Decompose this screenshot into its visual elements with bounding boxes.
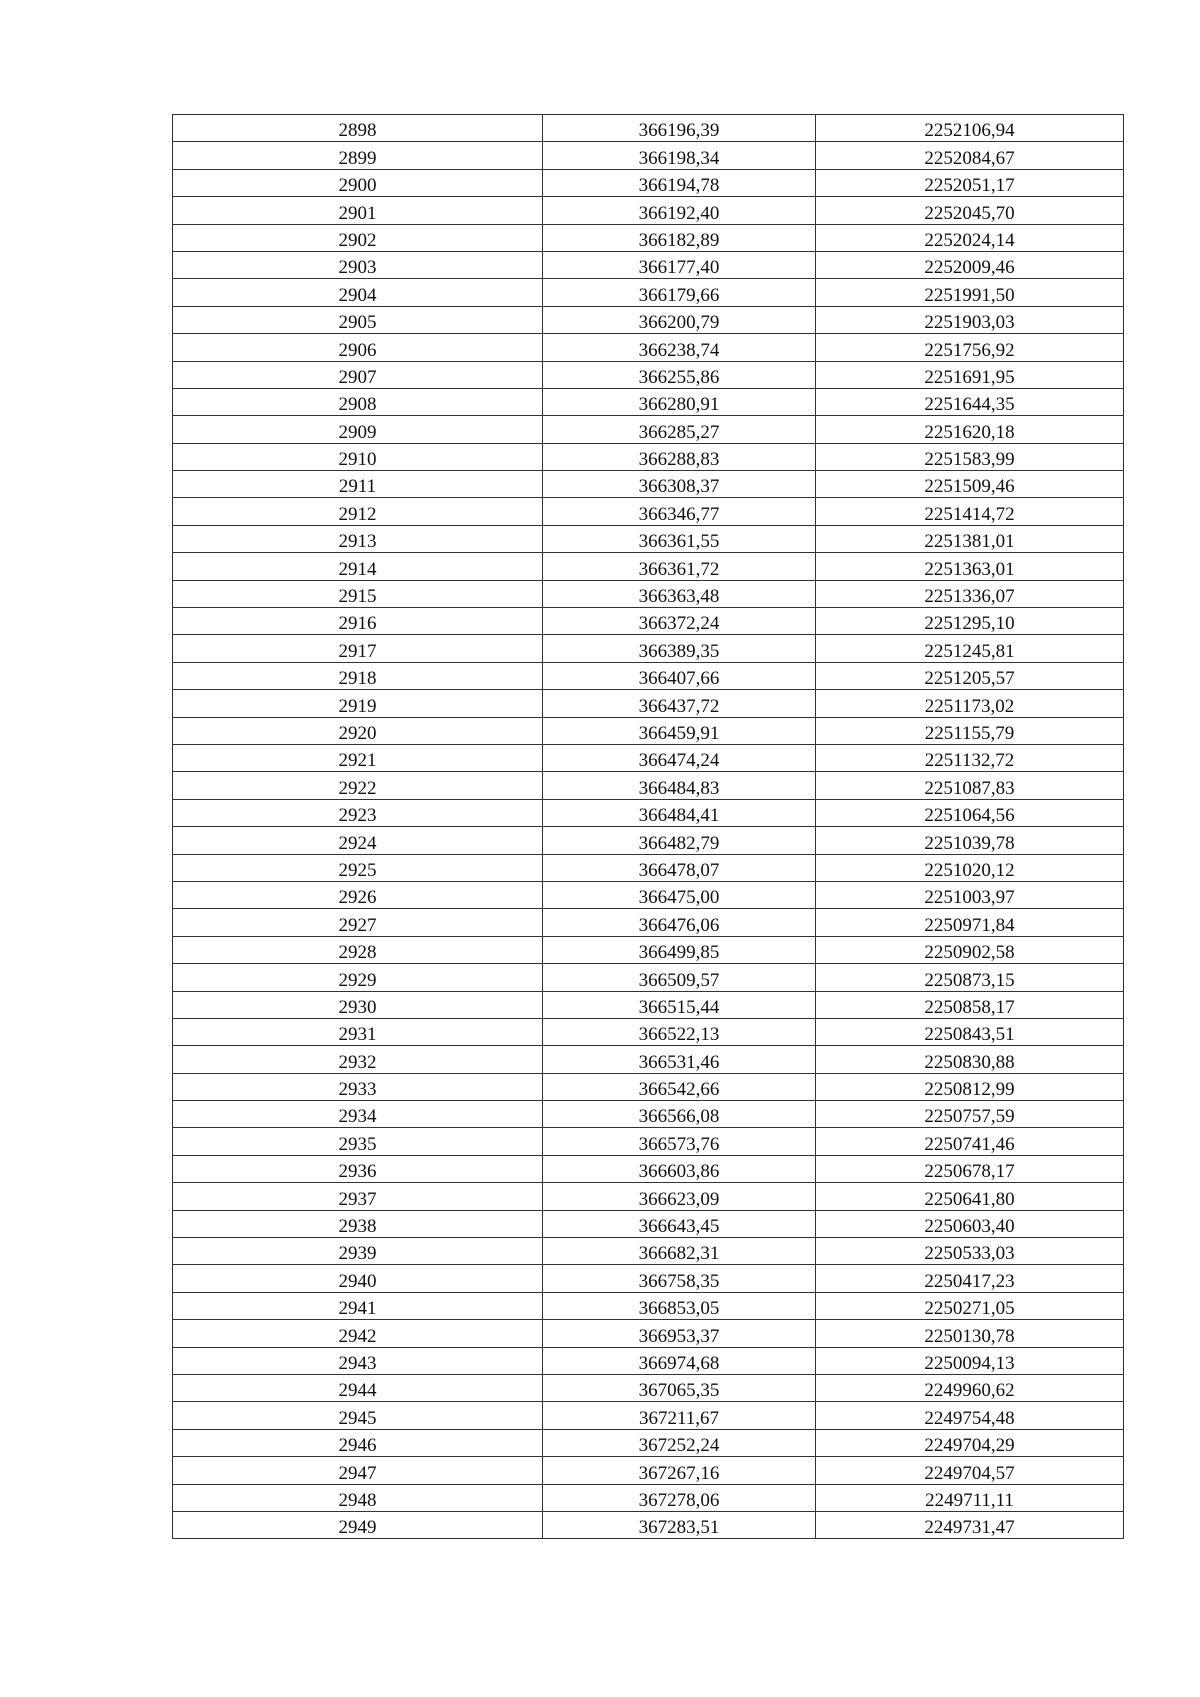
table-row	[173, 443, 1124, 470]
x-coordinate-cell: 366196,39	[543, 115, 816, 142]
point-number-cell: 2948	[173, 1484, 543, 1511]
y-coordinate-cell: 2251381,01	[816, 525, 1124, 552]
x-coordinate-cell: 366198,34	[543, 142, 816, 169]
point-number-cell: 2932	[173, 1046, 543, 1073]
table-row	[173, 1046, 1124, 1073]
x-coordinate-cell: 366280,91	[543, 388, 816, 415]
table-row	[173, 1402, 1124, 1429]
x-coordinate-cell: 366515,44	[543, 991, 816, 1018]
table-row	[173, 1511, 1124, 1538]
table-row	[173, 936, 1124, 963]
point-number-cell: 2917	[173, 635, 543, 662]
table-row	[173, 1238, 1124, 1265]
table-row	[173, 1484, 1124, 1511]
x-coordinate-cell: 366603,86	[543, 1155, 816, 1182]
table-row	[173, 553, 1124, 580]
x-coordinate-cell: 366623,09	[543, 1183, 816, 1210]
x-coordinate-cell: 366974,68	[543, 1347, 816, 1374]
x-coordinate-cell: 366531,46	[543, 1046, 816, 1073]
y-coordinate-cell: 2249731,47	[816, 1511, 1124, 1538]
table-row	[173, 197, 1124, 224]
x-coordinate-cell: 366179,66	[543, 279, 816, 306]
y-coordinate-cell: 2251087,83	[816, 772, 1124, 799]
x-coordinate-cell: 366476,06	[543, 909, 816, 936]
table-row	[173, 1265, 1124, 1292]
table-row	[173, 744, 1124, 771]
x-coordinate-cell: 366238,74	[543, 334, 816, 361]
y-coordinate-cell: 2251414,72	[816, 498, 1124, 525]
table-row	[173, 1183, 1124, 1210]
point-number-cell: 2937	[173, 1183, 543, 1210]
x-coordinate-cell: 366177,40	[543, 251, 816, 278]
table-row	[173, 416, 1124, 443]
point-number-cell: 2898	[173, 115, 543, 142]
x-coordinate-cell: 366194,78	[543, 169, 816, 196]
y-coordinate-cell: 2250741,46	[816, 1128, 1124, 1155]
table-row	[173, 799, 1124, 826]
table-row	[173, 991, 1124, 1018]
x-coordinate-cell: 366363,48	[543, 580, 816, 607]
y-coordinate-cell: 2251991,50	[816, 279, 1124, 306]
y-coordinate-cell: 2251903,03	[816, 306, 1124, 333]
point-number-cell: 2901	[173, 197, 543, 224]
y-coordinate-cell: 2249754,48	[816, 1402, 1124, 1429]
table-row	[173, 1347, 1124, 1374]
table-row	[173, 142, 1124, 169]
y-coordinate-cell: 2250843,51	[816, 1018, 1124, 1045]
point-number-cell: 2933	[173, 1073, 543, 1100]
x-coordinate-cell: 366192,40	[543, 197, 816, 224]
table-row	[173, 1320, 1124, 1347]
y-coordinate-cell: 2250678,17	[816, 1155, 1124, 1182]
y-coordinate-cell: 2251295,10	[816, 608, 1124, 635]
x-coordinate-cell: 366308,37	[543, 471, 816, 498]
table-row	[173, 580, 1124, 607]
y-coordinate-cell: 2252045,70	[816, 197, 1124, 224]
y-coordinate-cell: 2251173,02	[816, 690, 1124, 717]
table-row	[173, 115, 1124, 142]
table-row	[173, 498, 1124, 525]
x-coordinate-cell: 366509,57	[543, 964, 816, 991]
x-coordinate-cell: 366682,31	[543, 1238, 816, 1265]
point-number-cell: 2941	[173, 1292, 543, 1319]
point-number-cell: 2916	[173, 608, 543, 635]
x-coordinate-cell: 366522,13	[543, 1018, 816, 1045]
point-number-cell: 2940	[173, 1265, 543, 1292]
y-coordinate-cell: 2251039,78	[816, 827, 1124, 854]
point-number-cell: 2913	[173, 525, 543, 552]
x-coordinate-cell: 366200,79	[543, 306, 816, 333]
point-number-cell: 2942	[173, 1320, 543, 1347]
y-coordinate-cell: 2252084,67	[816, 142, 1124, 169]
x-coordinate-cell: 366361,55	[543, 525, 816, 552]
point-number-cell: 2902	[173, 224, 543, 251]
y-coordinate-cell: 2250873,15	[816, 964, 1124, 991]
y-coordinate-cell: 2252009,46	[816, 251, 1124, 278]
x-coordinate-cell: 366475,00	[543, 881, 816, 908]
table-row	[173, 471, 1124, 498]
point-number-cell: 2921	[173, 744, 543, 771]
table-row	[173, 964, 1124, 991]
table-row	[173, 361, 1124, 388]
x-coordinate-cell: 366255,86	[543, 361, 816, 388]
x-coordinate-cell: 366361,72	[543, 553, 816, 580]
y-coordinate-cell: 2251020,12	[816, 854, 1124, 881]
y-coordinate-cell: 2252051,17	[816, 169, 1124, 196]
x-coordinate-cell: 367278,06	[543, 1484, 816, 1511]
y-coordinate-cell: 2251155,79	[816, 717, 1124, 744]
x-coordinate-cell: 366499,85	[543, 936, 816, 963]
coordinates-table	[172, 114, 1124, 1539]
x-coordinate-cell: 366542,66	[543, 1073, 816, 1100]
table-row	[173, 909, 1124, 936]
table-row	[173, 1128, 1124, 1155]
table-row	[173, 224, 1124, 251]
point-number-cell: 2918	[173, 662, 543, 689]
x-coordinate-cell: 366953,37	[543, 1320, 816, 1347]
point-number-cell: 2944	[173, 1374, 543, 1401]
x-coordinate-cell: 367211,67	[543, 1402, 816, 1429]
x-coordinate-cell: 367283,51	[543, 1511, 816, 1538]
point-number-cell: 2919	[173, 690, 543, 717]
point-number-cell: 2903	[173, 251, 543, 278]
point-number-cell: 2949	[173, 1511, 543, 1538]
x-coordinate-cell: 366853,05	[543, 1292, 816, 1319]
table-row	[173, 772, 1124, 799]
coordinates-table-body	[173, 115, 1124, 1539]
table-row	[173, 1292, 1124, 1319]
table-row	[173, 388, 1124, 415]
y-coordinate-cell: 2250417,23	[816, 1265, 1124, 1292]
y-coordinate-cell: 2251245,81	[816, 635, 1124, 662]
y-coordinate-cell: 2250603,40	[816, 1210, 1124, 1237]
y-coordinate-cell: 2251205,57	[816, 662, 1124, 689]
x-coordinate-cell: 366482,79	[543, 827, 816, 854]
point-number-cell: 2923	[173, 799, 543, 826]
y-coordinate-cell: 2251336,07	[816, 580, 1124, 607]
point-number-cell: 2904	[173, 279, 543, 306]
y-coordinate-cell: 2249704,29	[816, 1429, 1124, 1456]
x-coordinate-cell: 366437,72	[543, 690, 816, 717]
point-number-cell: 2928	[173, 936, 543, 963]
y-coordinate-cell: 2250902,58	[816, 936, 1124, 963]
table-row	[173, 690, 1124, 717]
point-number-cell: 2946	[173, 1429, 543, 1456]
point-number-cell: 2934	[173, 1101, 543, 1128]
y-coordinate-cell: 2251003,97	[816, 881, 1124, 908]
y-coordinate-cell: 2251363,01	[816, 553, 1124, 580]
y-coordinate-cell: 2250533,03	[816, 1238, 1124, 1265]
y-coordinate-cell: 2251064,56	[816, 799, 1124, 826]
table-row	[173, 169, 1124, 196]
point-number-cell: 2930	[173, 991, 543, 1018]
y-coordinate-cell: 2251691,95	[816, 361, 1124, 388]
point-number-cell: 2899	[173, 142, 543, 169]
point-number-cell: 2939	[173, 1238, 543, 1265]
point-number-cell: 2908	[173, 388, 543, 415]
point-number-cell: 2915	[173, 580, 543, 607]
point-number-cell: 2924	[173, 827, 543, 854]
x-coordinate-cell: 366182,89	[543, 224, 816, 251]
x-coordinate-cell: 366758,35	[543, 1265, 816, 1292]
point-number-cell: 2912	[173, 498, 543, 525]
x-coordinate-cell: 366484,83	[543, 772, 816, 799]
y-coordinate-cell: 2252024,14	[816, 224, 1124, 251]
y-coordinate-cell: 2250271,05	[816, 1292, 1124, 1319]
y-coordinate-cell: 2252106,94	[816, 115, 1124, 142]
table-row	[173, 635, 1124, 662]
x-coordinate-cell: 366478,07	[543, 854, 816, 881]
point-number-cell: 2907	[173, 361, 543, 388]
point-number-cell: 2922	[173, 772, 543, 799]
point-number-cell: 2938	[173, 1210, 543, 1237]
table-row	[173, 854, 1124, 881]
point-number-cell: 2931	[173, 1018, 543, 1045]
x-coordinate-cell: 366346,77	[543, 498, 816, 525]
point-number-cell: 2900	[173, 169, 543, 196]
table-row	[173, 1073, 1124, 1100]
table-row	[173, 251, 1124, 278]
x-coordinate-cell: 367065,35	[543, 1374, 816, 1401]
point-number-cell: 2926	[173, 881, 543, 908]
x-coordinate-cell: 366566,08	[543, 1101, 816, 1128]
point-number-cell: 2920	[173, 717, 543, 744]
x-coordinate-cell: 367267,16	[543, 1457, 816, 1484]
x-coordinate-cell: 366285,27	[543, 416, 816, 443]
table-row	[173, 717, 1124, 744]
x-coordinate-cell: 366459,91	[543, 717, 816, 744]
y-coordinate-cell: 2251756,92	[816, 334, 1124, 361]
point-number-cell: 2925	[173, 854, 543, 881]
table-row	[173, 1018, 1124, 1045]
x-coordinate-cell: 366573,76	[543, 1128, 816, 1155]
table-row	[173, 1457, 1124, 1484]
y-coordinate-cell: 2249704,57	[816, 1457, 1124, 1484]
y-coordinate-cell: 2250094,13	[816, 1347, 1124, 1374]
point-number-cell: 2943	[173, 1347, 543, 1374]
point-number-cell: 2905	[173, 306, 543, 333]
table-row	[173, 279, 1124, 306]
table-row	[173, 827, 1124, 854]
y-coordinate-cell: 2250757,59	[816, 1101, 1124, 1128]
x-coordinate-cell: 367252,24	[543, 1429, 816, 1456]
table-row	[173, 1374, 1124, 1401]
x-coordinate-cell: 366484,41	[543, 799, 816, 826]
x-coordinate-cell: 366474,24	[543, 744, 816, 771]
point-number-cell: 2947	[173, 1457, 543, 1484]
x-coordinate-cell: 366407,66	[543, 662, 816, 689]
x-coordinate-cell: 366643,45	[543, 1210, 816, 1237]
y-coordinate-cell: 2251644,35	[816, 388, 1124, 415]
table-row	[173, 525, 1124, 552]
y-coordinate-cell: 2251509,46	[816, 471, 1124, 498]
table-row	[173, 1210, 1124, 1237]
point-number-cell: 2914	[173, 553, 543, 580]
y-coordinate-cell: 2250641,80	[816, 1183, 1124, 1210]
y-coordinate-cell: 2250130,78	[816, 1320, 1124, 1347]
y-coordinate-cell: 2251583,99	[816, 443, 1124, 470]
y-coordinate-cell: 2249960,62	[816, 1374, 1124, 1401]
point-number-cell: 2927	[173, 909, 543, 936]
table-row	[173, 334, 1124, 361]
point-number-cell: 2945	[173, 1402, 543, 1429]
x-coordinate-cell: 366288,83	[543, 443, 816, 470]
x-coordinate-cell: 366372,24	[543, 608, 816, 635]
point-number-cell: 2906	[173, 334, 543, 361]
point-number-cell: 2911	[173, 471, 543, 498]
table-row	[173, 306, 1124, 333]
point-number-cell: 2929	[173, 964, 543, 991]
point-number-cell: 2935	[173, 1128, 543, 1155]
table-row	[173, 662, 1124, 689]
table-row	[173, 1429, 1124, 1456]
table-row	[173, 1101, 1124, 1128]
table-row	[173, 608, 1124, 635]
y-coordinate-cell: 2250812,99	[816, 1073, 1124, 1100]
point-number-cell: 2909	[173, 416, 543, 443]
y-coordinate-cell: 2250858,17	[816, 991, 1124, 1018]
y-coordinate-cell: 2250830,88	[816, 1046, 1124, 1073]
y-coordinate-cell: 2250971,84	[816, 909, 1124, 936]
point-number-cell: 2936	[173, 1155, 543, 1182]
table-row	[173, 1155, 1124, 1182]
y-coordinate-cell: 2249711,11	[816, 1484, 1124, 1511]
y-coordinate-cell: 2251620,18	[816, 416, 1124, 443]
point-number-cell: 2910	[173, 443, 543, 470]
table-row	[173, 881, 1124, 908]
x-coordinate-cell: 366389,35	[543, 635, 816, 662]
y-coordinate-cell: 2251132,72	[816, 744, 1124, 771]
